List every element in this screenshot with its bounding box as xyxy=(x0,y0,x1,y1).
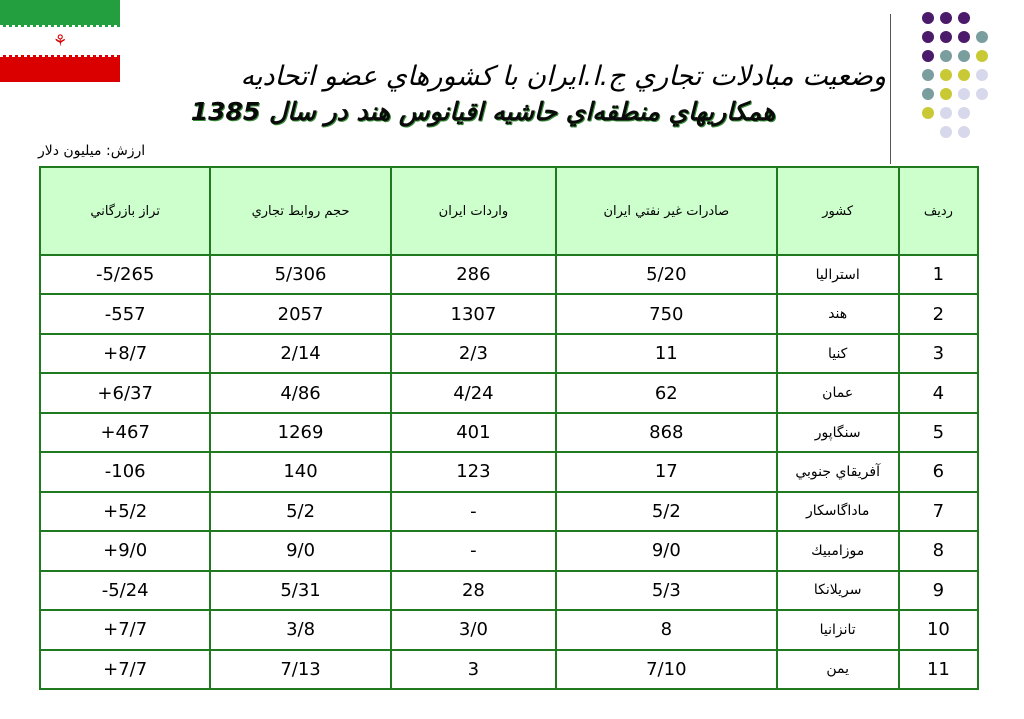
row-number-cell: 8 xyxy=(899,531,978,570)
decorative-dot xyxy=(958,107,970,119)
trade-balance-cell: +7/7 xyxy=(40,610,210,649)
decorative-dot xyxy=(958,69,970,81)
imports-cell: 3/0 xyxy=(391,610,556,649)
decorative-dot xyxy=(922,69,934,81)
decorative-dot xyxy=(922,31,934,43)
trade-balance-cell: +8/7 xyxy=(40,334,210,373)
row-number-cell: 3 xyxy=(899,334,978,373)
row-number-cell: 11 xyxy=(899,650,978,689)
iran-flag xyxy=(0,0,120,82)
imports-cell: 401 xyxy=(391,413,556,452)
country-cell: موزامبيك xyxy=(777,531,899,570)
trade-volume-cell: 4/86 xyxy=(210,373,390,412)
header-trade-balance: تراز بازرگاني xyxy=(40,167,210,255)
decorative-dot xyxy=(940,31,952,43)
country-cell: يمن xyxy=(777,650,899,689)
imports-cell: 2/3 xyxy=(391,334,556,373)
divider-line xyxy=(890,14,891,164)
decorative-dot xyxy=(958,88,970,100)
table-row xyxy=(40,294,978,333)
decorative-dot xyxy=(940,12,952,24)
table-row xyxy=(40,334,978,373)
trade-volume-cell: 2057 xyxy=(210,294,390,333)
country-cell: استراليا xyxy=(777,255,899,294)
unit-label: ارزش: ميليون دلار xyxy=(38,143,146,159)
exports-cell: 62 xyxy=(556,373,776,412)
decorative-dot xyxy=(922,50,934,62)
imports-cell: 1307 xyxy=(391,294,556,333)
title-line-2: همكاريهاي منطقه‌اي حاشيه اقيانوس هند در سال 1385 xyxy=(190,97,776,126)
decorative-dot xyxy=(976,69,988,81)
imports-cell: - xyxy=(391,492,556,531)
trade-volume-cell: 5/31 xyxy=(210,571,390,610)
table-row xyxy=(40,492,978,531)
trade-volume-cell: 7/13 xyxy=(210,650,390,689)
trade-balance-cell: +6/37 xyxy=(40,373,210,412)
country-cell: سنگاپور xyxy=(777,413,899,452)
emblem-icon: ⚘ xyxy=(52,31,68,50)
decorative-dot xyxy=(958,50,970,62)
trade-balance-cell: +5/2 xyxy=(40,492,210,531)
decorative-dot xyxy=(940,126,952,138)
table-row xyxy=(40,255,978,294)
table-row xyxy=(40,413,978,452)
imports-cell: - xyxy=(391,531,556,570)
decorative-dot xyxy=(958,31,970,43)
row-number-cell: 4 xyxy=(899,373,978,412)
decorative-dot xyxy=(940,69,952,81)
row-number-cell: 5 xyxy=(899,413,978,452)
table-row xyxy=(40,610,978,649)
header-trade-volume: حجم روابط تجاري xyxy=(210,167,390,255)
row-number-cell: 6 xyxy=(899,452,978,491)
row-number-cell: 7 xyxy=(899,492,978,531)
trade-volume-cell: 5/2 xyxy=(210,492,390,531)
exports-cell: 5/3 xyxy=(556,571,776,610)
table-row xyxy=(40,531,978,570)
decorative-dot xyxy=(940,107,952,119)
imports-cell: 4/24 xyxy=(391,373,556,412)
header-row-number: رديف xyxy=(899,167,978,255)
imports-cell: 286 xyxy=(391,255,556,294)
header-iran-imports: واردات ايران xyxy=(391,167,556,255)
flag-white-stripe xyxy=(0,27,120,55)
trade-balance-cell: +7/7 xyxy=(40,650,210,689)
trade-balance-cell: +467 xyxy=(40,413,210,452)
exports-cell: 8 xyxy=(556,610,776,649)
decorative-dot xyxy=(922,88,934,100)
decorative-dot xyxy=(976,31,988,43)
header-country: كشور xyxy=(777,167,899,255)
row-number-cell: 9 xyxy=(899,571,978,610)
trade-balance-cell: -5/265 xyxy=(40,255,210,294)
header-non-oil-exports: صادرات غير نفتي ايران xyxy=(556,167,776,255)
trade-volume-cell: 3/8 xyxy=(210,610,390,649)
trade-volume-cell: 140 xyxy=(210,452,390,491)
trade-volume-cell: 2/14 xyxy=(210,334,390,373)
country-cell: ماداگاسكار xyxy=(777,492,899,531)
exports-cell: 7/10 xyxy=(556,650,776,689)
table-row xyxy=(40,452,978,491)
exports-cell: 5/2 xyxy=(556,492,776,531)
country-cell: هند xyxy=(777,294,899,333)
row-number-cell: 10 xyxy=(899,610,978,649)
decorative-dot xyxy=(958,126,970,138)
title-line-1: وضعيت مبادلات تجاري ج.ا.ايران با كشورهاي عضو اتحاديه xyxy=(240,61,886,92)
trade-balance-cell: +9/0 xyxy=(40,531,210,570)
flag-green-stripe xyxy=(0,0,120,27)
exports-cell: 11 xyxy=(556,334,776,373)
exports-cell: 750 xyxy=(556,294,776,333)
row-number-cell: 2 xyxy=(899,294,978,333)
decorative-dots xyxy=(922,12,1014,152)
country-cell: كنيا xyxy=(777,334,899,373)
exports-cell: 9/0 xyxy=(556,531,776,570)
exports-cell: 5/20 xyxy=(556,255,776,294)
decorative-dot xyxy=(940,50,952,62)
trade-volume-cell: 9/0 xyxy=(210,531,390,570)
trade-balance-cell: -106 xyxy=(40,452,210,491)
decorative-dot xyxy=(976,50,988,62)
imports-cell: 123 xyxy=(391,452,556,491)
trade-balance-cell: -557 xyxy=(40,294,210,333)
trade-volume-cell: 5/306 xyxy=(210,255,390,294)
country-cell: تانزانيا xyxy=(777,610,899,649)
decorative-dot xyxy=(922,107,934,119)
table-header-row xyxy=(40,167,978,255)
country-cell: عمان xyxy=(777,373,899,412)
decorative-dot xyxy=(958,12,970,24)
table-row xyxy=(40,650,978,689)
trade-table xyxy=(39,166,979,690)
decorative-dot xyxy=(922,12,934,24)
imports-cell: 28 xyxy=(391,571,556,610)
imports-cell: 3 xyxy=(391,650,556,689)
decorative-dot xyxy=(976,88,988,100)
trade-balance-cell: -5/24 xyxy=(40,571,210,610)
exports-cell: 17 xyxy=(556,452,776,491)
country-cell: آفريقاي جنوبي xyxy=(777,452,899,491)
table-row xyxy=(40,571,978,610)
country-cell: سريلانكا xyxy=(777,571,899,610)
row-number-cell: 1 xyxy=(899,255,978,294)
exports-cell: 868 xyxy=(556,413,776,452)
flag-red-stripe xyxy=(0,55,120,82)
trade-volume-cell: 1269 xyxy=(210,413,390,452)
table-row xyxy=(40,373,978,412)
decorative-dot xyxy=(940,88,952,100)
